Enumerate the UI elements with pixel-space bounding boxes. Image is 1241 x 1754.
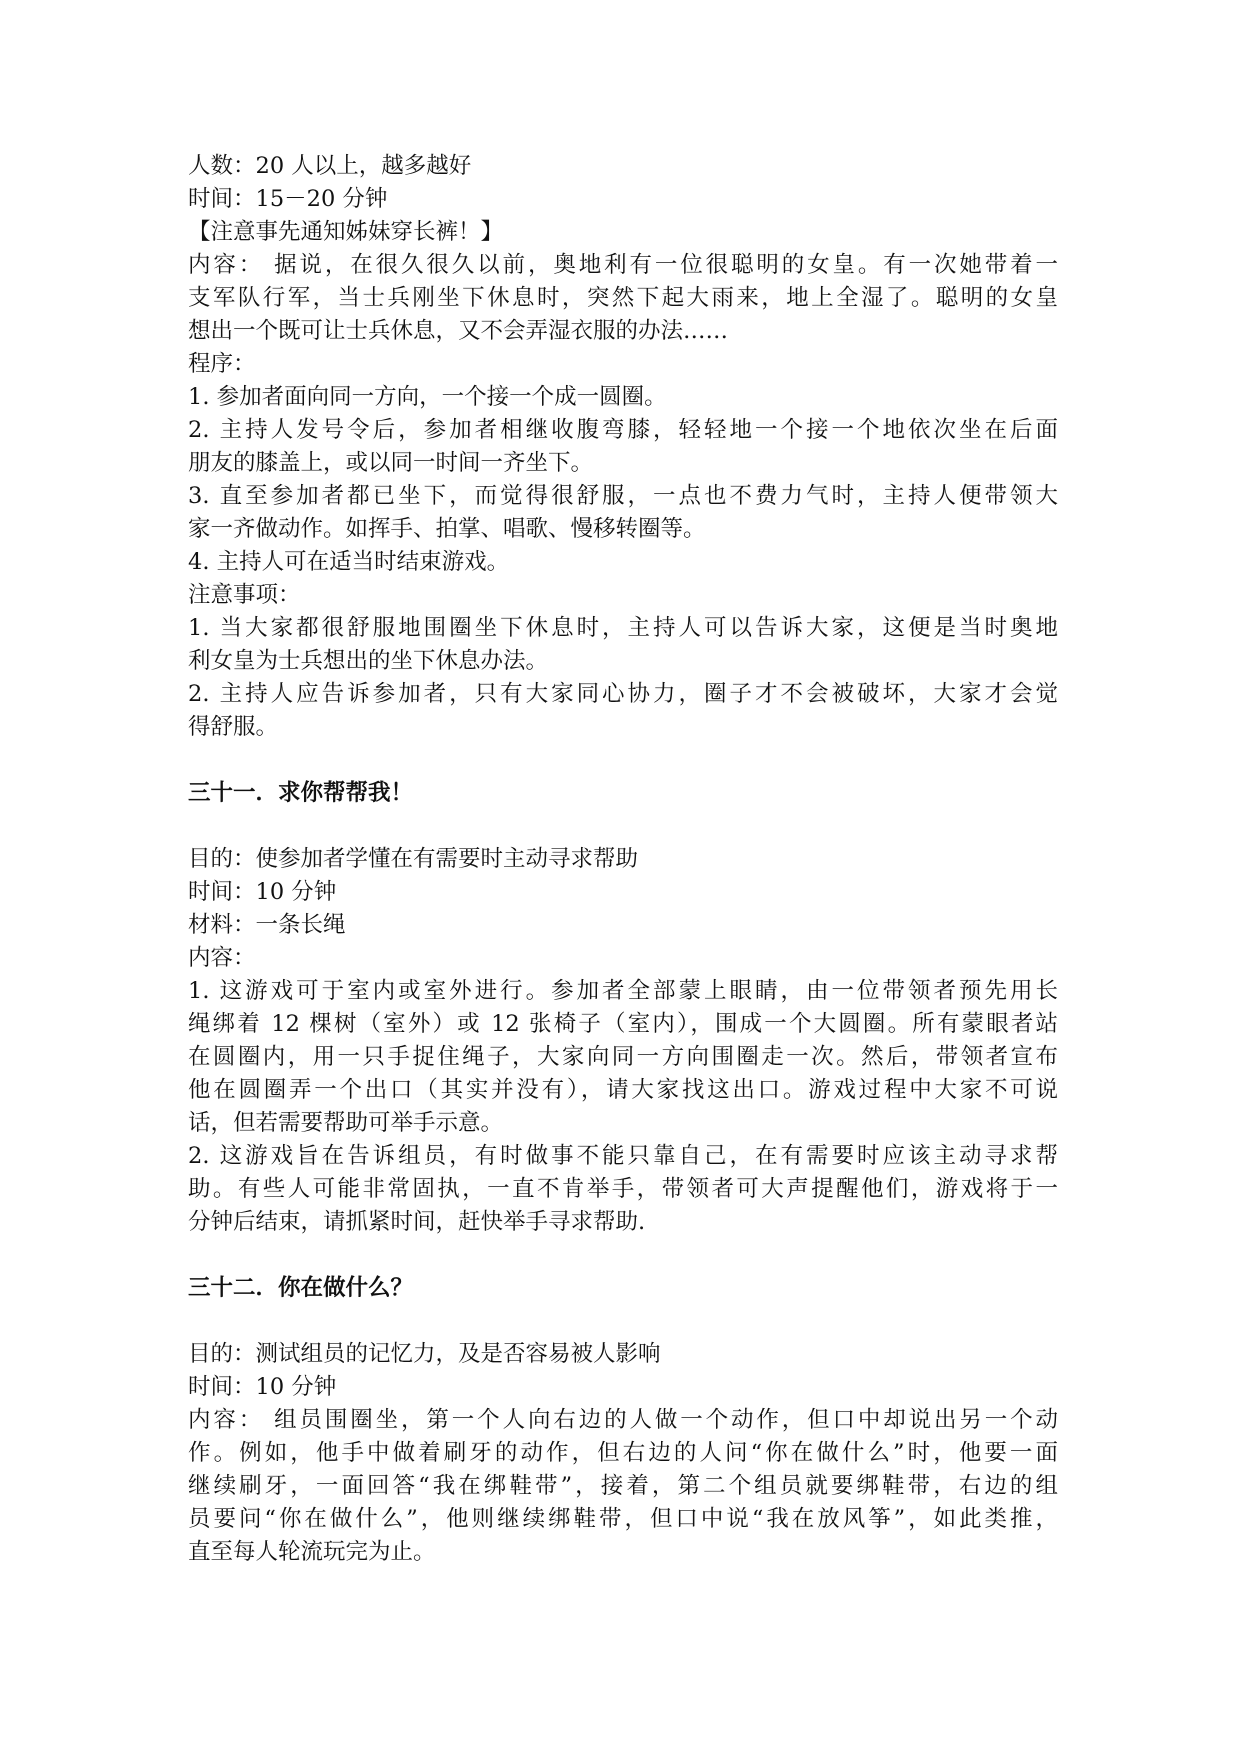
purpose-text: 目的：测试组员的记忆力，及是否容易被人影响: [188, 1341, 661, 1367]
content-line: 作。例如，他手中做着刷牙的动作，但右边的人问“你在做什么”时，他要一面: [188, 1440, 1058, 1466]
procedure-line: 家一齐做动作。如挥手、拍掌、唱歌、慢移转圈等。: [188, 516, 706, 542]
content-line: 话，但若需要帮助可举手示意。: [188, 1110, 504, 1136]
content-line: 助。有些人可能非常固执，一直不肯举手，带领者可大声提醒他们，游戏将于一: [188, 1176, 1058, 1202]
section-heading: 三十二．你在做什么？: [188, 1275, 414, 1301]
content-line: 支军队行军，当士兵刚坐下休息时，突然下起大雨来，地上全湿了。聪明的女皇: [188, 285, 1058, 311]
content-label: 内容：: [188, 945, 256, 971]
purpose-text: 目的：使参加者学懂在有需要时主动寻求帮助: [188, 846, 639, 872]
procedure-line: 2. 主持人发号令后，参加者相继收腹弯膝，轻轻地一个接一个地依次坐在后面: [188, 417, 1058, 443]
notes-label: 注意事项：: [188, 582, 301, 608]
note-line: 利女皇为士兵想出的坐下休息办法。: [188, 648, 549, 674]
material-text: 材料：一条长绳: [188, 912, 346, 938]
content-line: 内容： 据说，在很久很久以前，奥地利有一位很聪明的女皇。有一次她带着一: [188, 252, 1058, 278]
procedure-line: 3. 直至参加者都已坐下，而觉得很舒服，一点也不费力气时，主持人便带领大: [188, 483, 1058, 509]
procedure-line: 朋友的膝盖上，或以同一时间一齐坐下。: [188, 450, 594, 476]
time-info: 时间：10 分钟: [188, 879, 337, 905]
procedure-label: 程序：: [188, 351, 256, 377]
section-heading: 三十一．求你帮帮我！: [188, 780, 414, 806]
content-line: 2. 这游戏旨在告诉组员，有时做事不能只靠自己，在有需要时应该主动寻求帮: [188, 1143, 1058, 1169]
note-line: 得舒服。: [188, 714, 279, 740]
game-32-section: [188, 1272, 1058, 1569]
content-line: 1. 这游戏可于室内或室外进行。参加者全部蒙上眼睛，由一位带领者预先用长: [188, 978, 1058, 1004]
note-line: 2. 主持人应告诉参加者，只有大家同心协力，圈子才不会被破坏，大家才会觉: [188, 681, 1058, 707]
content-line: 内容： 组员围圈坐，第一个人向右边的人做一个动作，但口中却说出另一个动: [188, 1407, 1058, 1433]
game-30-section: [188, 150, 1058, 744]
content-line: 继续刷牙，一面回答“我在绑鞋带”，接着，第二个组员就要绑鞋带，右边的组: [188, 1473, 1058, 1499]
content-line: 在圆圈内，用一只手捉住绳子，大家向同一方向围圈走一次。然后，带领者宣布: [188, 1044, 1058, 1070]
document-page: [188, 150, 1058, 1569]
content-line: 分钟后结束，请抓紧时间，赶快举手寻求帮助.: [188, 1209, 646, 1235]
procedure-line: 4. 主持人可在适当时结束游戏。: [188, 549, 510, 575]
content-line: 员要问“你在做什么”，他则继续绑鞋带，但口中说“我在放风筝”，如此类推，: [188, 1506, 1058, 1532]
content-line: 直至每人轮流玩完为止。: [188, 1539, 436, 1565]
time-info: 时间：15－20 分钟: [188, 186, 388, 212]
procedure-line: 1. 参加者面向同一方向，一个接一个成一圆圈。: [188, 384, 667, 410]
note-line: 1. 当大家都很舒服地围圈坐下休息时，主持人可以告诉大家，这便是当时奥地: [188, 615, 1058, 641]
content-line: 想出一个既可让士兵休息，又不会弄湿衣服的办法……: [188, 318, 729, 344]
content-line: 绳绑着 12 棵树（室外）或 12 张椅子（室内），围成一个大圆圈。所有蒙眼者站: [188, 1011, 1058, 1037]
content-line: 他在圆圈弄一个出口（其实并没有），请大家找这出口。游戏过程中大家不可说: [188, 1077, 1058, 1103]
notice-text: 【注意事先通知姊妹穿长裤！】: [188, 219, 504, 245]
time-info: 时间：10 分钟: [188, 1374, 337, 1400]
game-31-section: [188, 777, 1058, 1239]
people-count: 人数：20 人以上，越多越好: [188, 153, 472, 179]
